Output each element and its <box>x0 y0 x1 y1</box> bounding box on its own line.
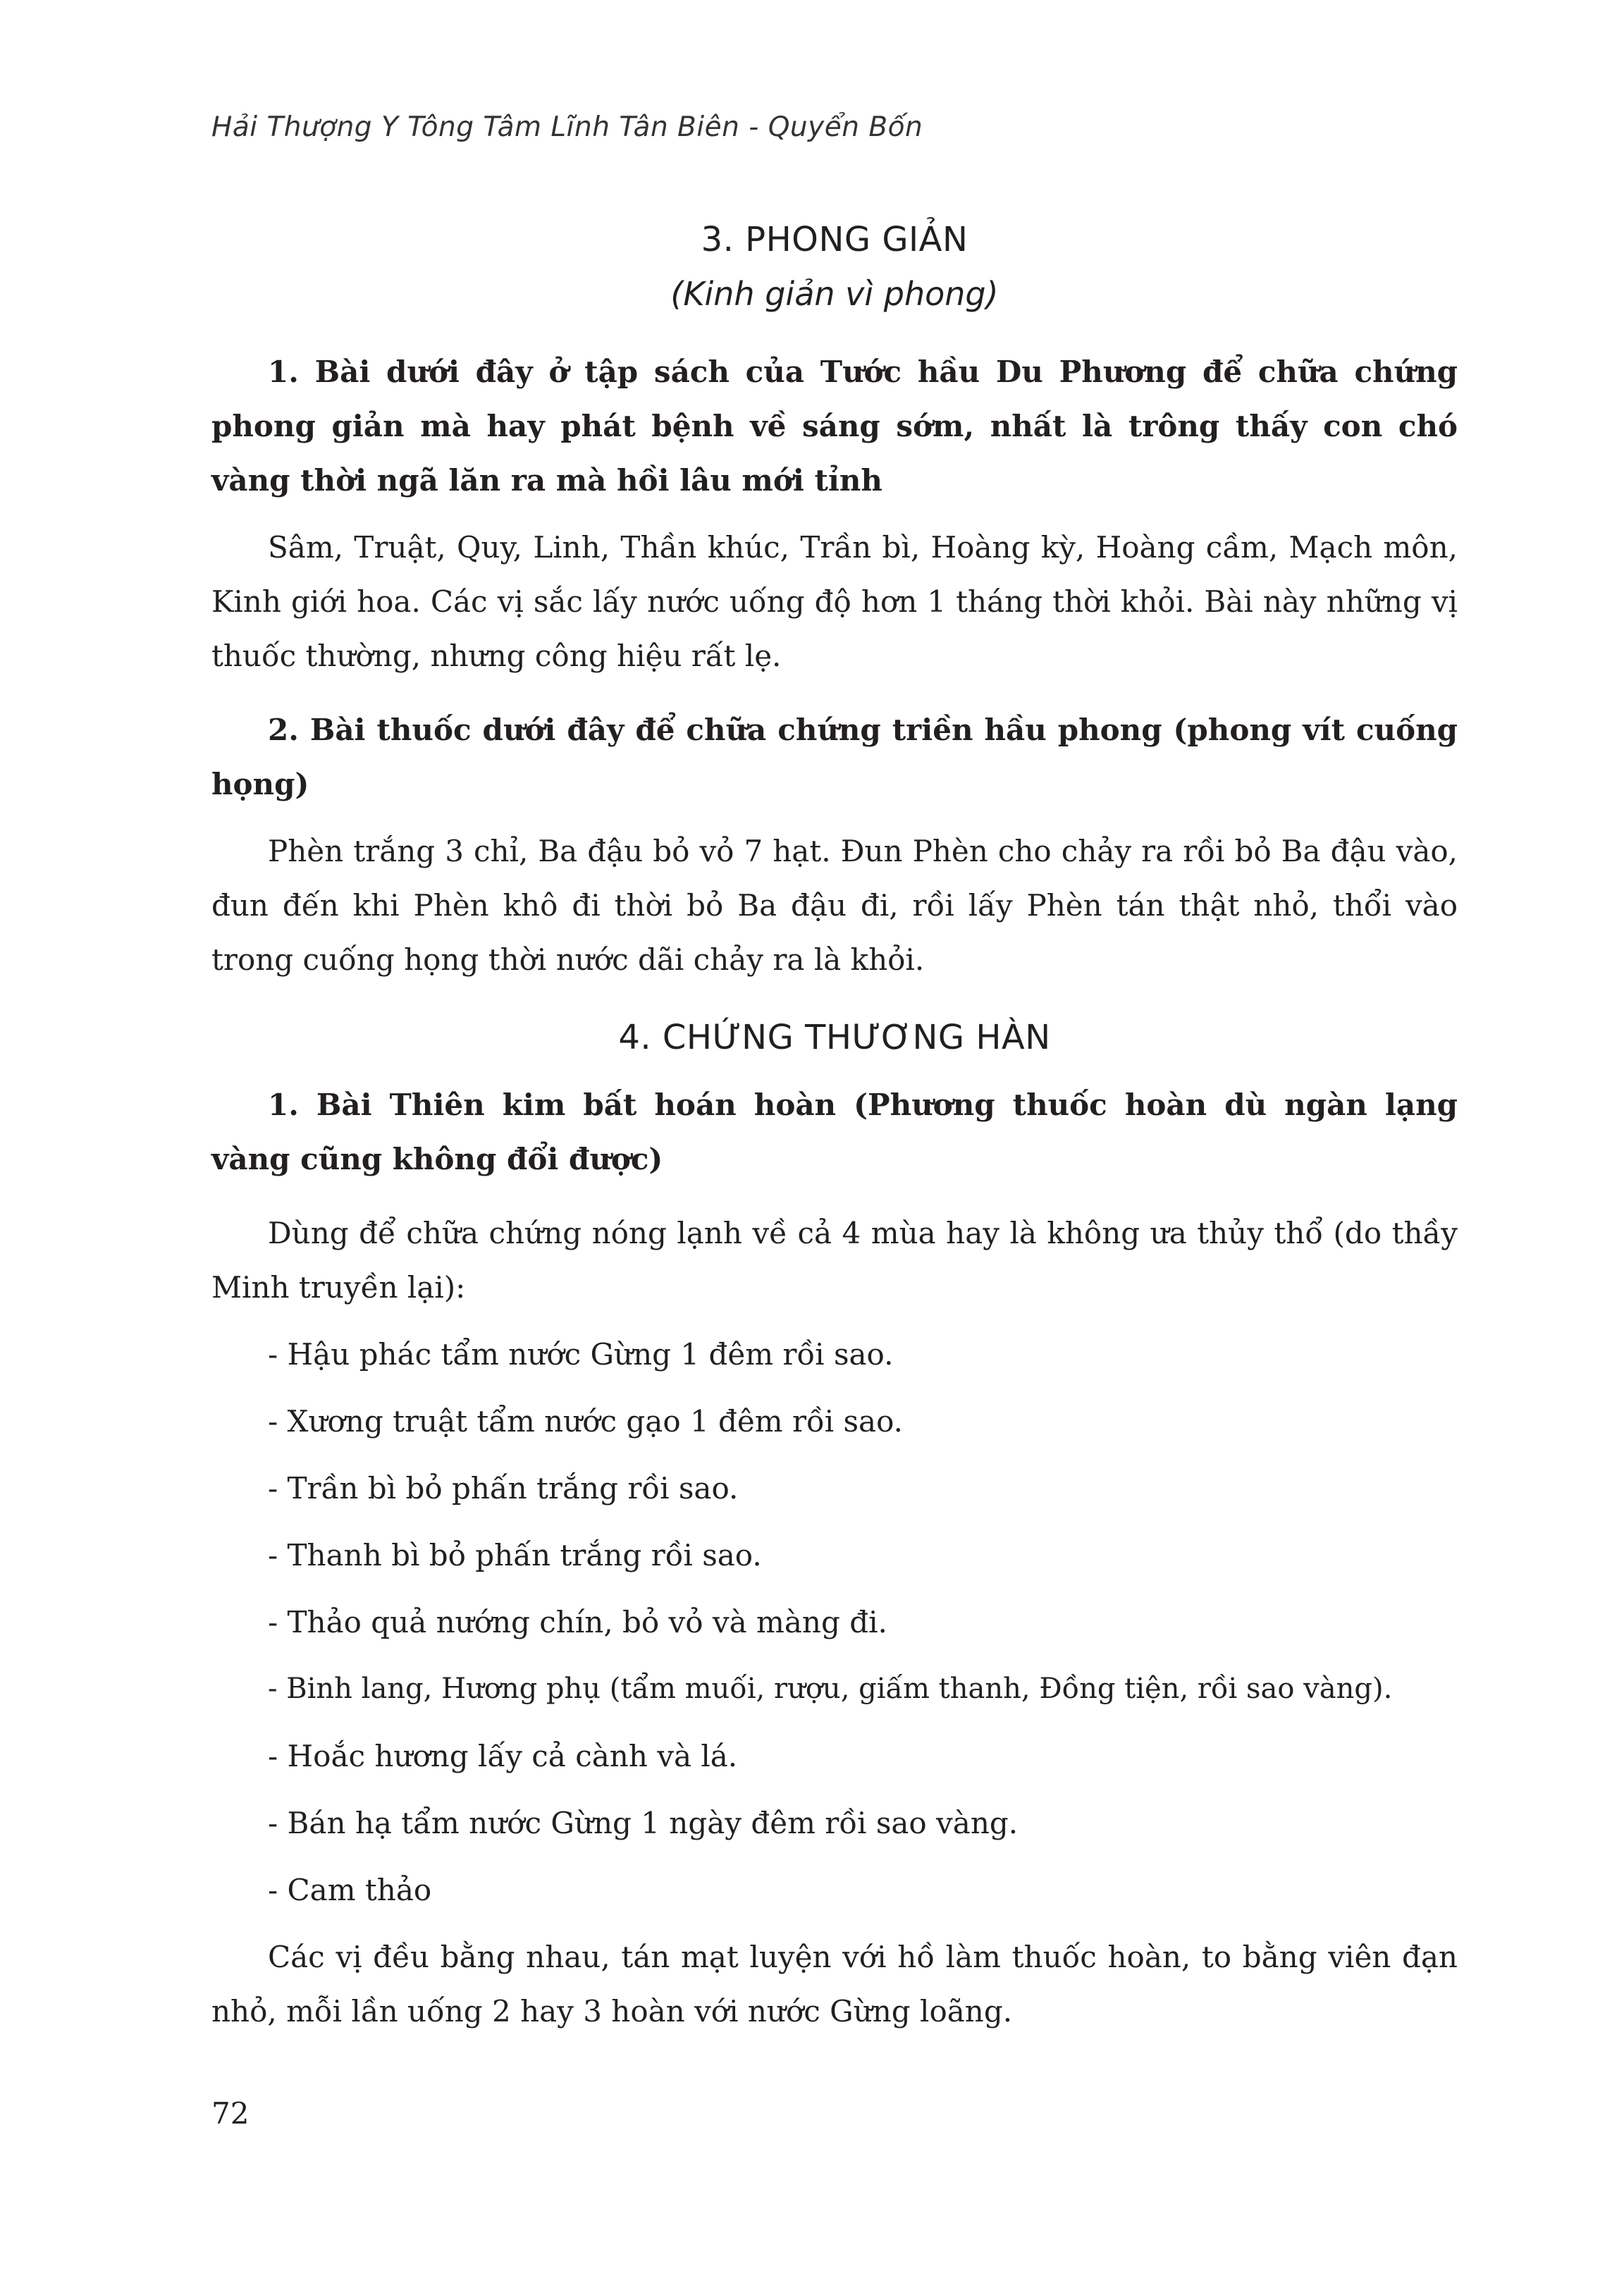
section-4-title: 4. CHỨNG THƯƠNG HÀN <box>618 1017 1051 1057</box>
section-4-recipe-1-closing: Các vị đều bằng nhau, tán mạt luyện với hồ làm thuốc hoàn, to bằng viên đạn nhỏ, mỗi lần uống 2 hay 3 hoàn với nước Gừng loãng. <box>211 1940 1458 2029</box>
page-number: 72 <box>211 2096 250 2131</box>
ingredient-item: - Xương truật tẩm nước gạo 1 đêm rồi sao. <box>268 1404 903 1439</box>
section-4-recipe-1-intro: Dùng để chữa chứng nóng lạnh về cả 4 mùa hay là không ưa thủy thổ (do thầy Minh truyền lại): <box>211 1216 1458 1305</box>
section-3-subtitle: (Kinh giản vì phong) <box>670 274 999 313</box>
ingredient-item: - Cam thảo <box>268 1873 432 1908</box>
running-header: Hải Thượng Y Tông Tâm Lĩnh Tân Biên - Quyển Bốn <box>211 111 923 143</box>
ingredient-item: - Thanh bì bỏ phấn trắng rồi sao. <box>268 1538 762 1573</box>
section-3-recipe-2-title: 2. Bài thuốc dưới đây để chữa chứng triền hầu phong (phong vít cuống họng) <box>211 712 1458 801</box>
ingredient-item: - Bán hạ tẩm nước Gừng 1 ngày đêm rồi sao vàng. <box>268 1806 1019 1841</box>
section-3-recipe-1-body: Sâm, Truật, Quy, Linh, Thần khúc, Trần bì, Hoàng kỳ, Hoàng cầm, Mạch môn, Kinh giới hoa. Các vị sắc lấy nước uống độ hơn 1 tháng thời khỏi. Bài này những vị thuốc thường, nhưng công hiệu rất lẹ. <box>211 529 1458 673</box>
ingredient-item: - Thảo quả nướng chín, bỏ vỏ và màng đi. <box>268 1605 887 1640</box>
section-4-recipe-1-title: 1. Bài Thiên kim bất hoán hoàn (Phương thuốc hoàn dù ngàn lạng vàng cũng không đổi được) <box>211 1088 1458 1177</box>
ingredient-item: - Hoắc hương lấy cả cành và lá. <box>268 1739 738 1774</box>
section-3-recipe-2-body: Phèn trắng 3 chỉ, Ba đậu bỏ vỏ 7 hạt. Đun Phèn cho chảy ra rồi bỏ Ba đậu vào, đun đến khi Phèn khô đi thời bỏ Ba đậu đi, rồi lấy Phèn tán thật nhỏ, thổi vào trong cuống họng thời nước dãi chảy ra là khỏi. <box>211 833 1458 977</box>
section-3-recipe-1-title: 1. Bài dưới đây ở tập sách của Tước hầu Du Phương để chữa chứng phong giản mà hay phát bệnh về sáng sớm, nhất là trông thấy con chó vàng thời ngã lăn ra mà hồi lâu mới tỉnh <box>211 354 1458 498</box>
section-3-title: 3. PHONG GIẢN <box>701 220 968 259</box>
ingredient-item: - Trần bì bỏ phấn trắng rồi sao. <box>268 1471 739 1506</box>
ingredient-item: - Binh lang, Hương phụ (tẩm muối, rượu, giấm thanh, Đồng tiện, rồi sao vàng). <box>268 1673 1393 1706</box>
ingredient-item: - Hậu phác tẩm nước Gừng 1 đêm rồi sao. <box>268 1337 894 1372</box>
page-content <box>211 220 1458 2038</box>
